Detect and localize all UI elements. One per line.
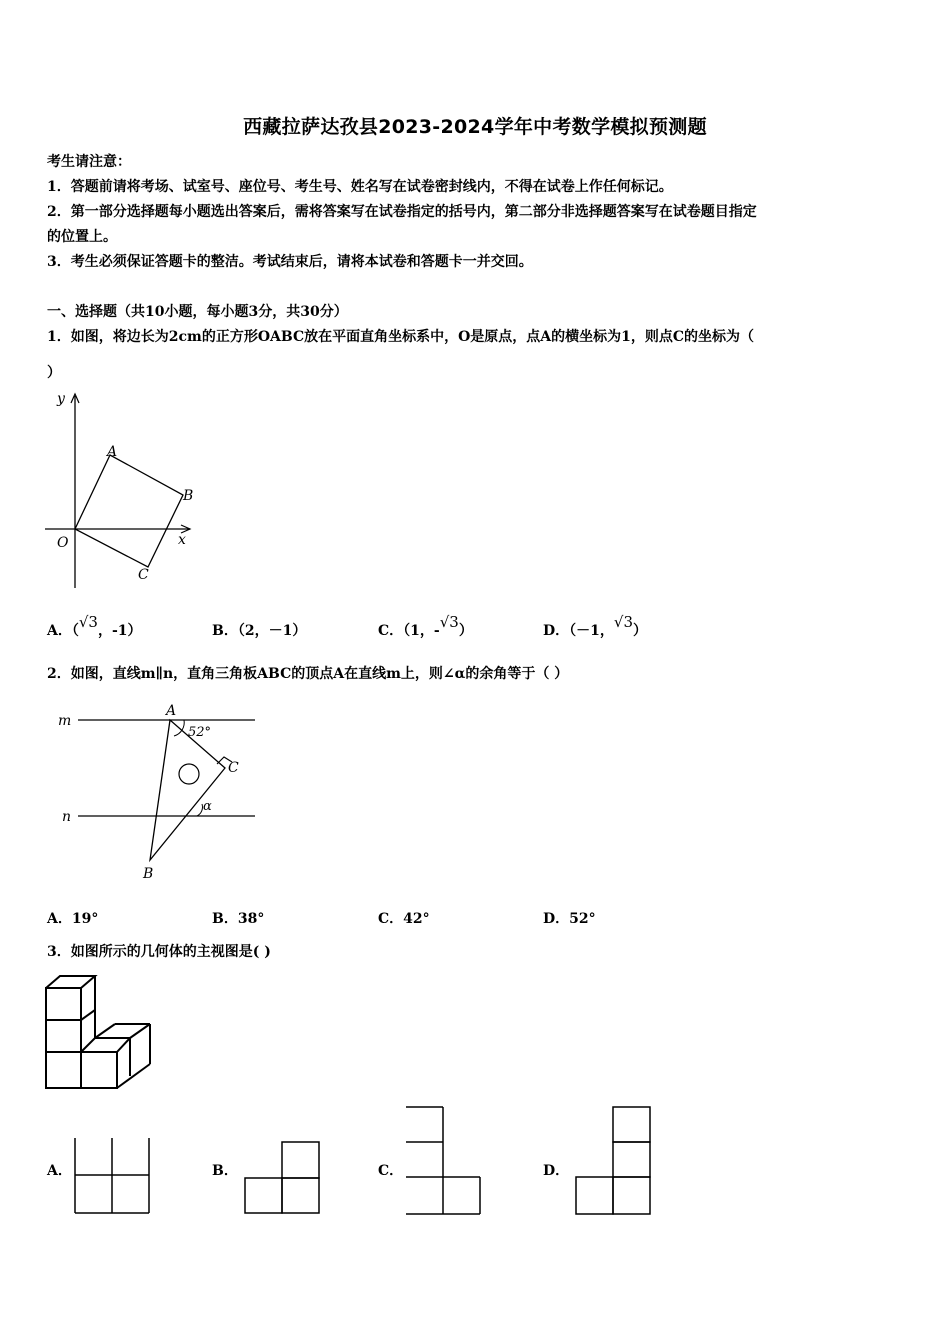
q3-solid-figure xyxy=(40,968,160,1093)
vertex-a-label: A xyxy=(166,703,177,719)
notice-item: 1．答题前请将考场、试室号、座位号、考生号、姓名写在试卷密封线内，不得在试卷上作任何标记。 xyxy=(47,179,673,195)
notice-item: 2．第一部分选择题每小题选出答案后，需将答案写在试卷指定的括号内，第二部分非选择题答案写在试卷题目指定 xyxy=(47,204,757,220)
x-axis-label: x xyxy=(178,532,186,548)
notice-item: 的位置上。 xyxy=(47,229,117,245)
q3-option-b-figure[interactable] xyxy=(242,1140,322,1216)
q1-stem-end: ） xyxy=(47,365,61,381)
q3-option-d-label[interactable]: D． xyxy=(543,1163,570,1179)
angle-alpha-label: α xyxy=(203,799,212,814)
q3-option-a-figure[interactable] xyxy=(72,1136,152,1216)
q1-stem: 1．如图，将边长为2cm的正方形OABC放在平面直角坐标系中，O是原点，点A的横坐标为1，则点C的坐标为（ xyxy=(47,329,755,345)
point-b-label: B xyxy=(183,488,194,504)
q1-option-d[interactable]: D．（－1，√3） xyxy=(543,613,647,639)
section-heading: 一、选择题（共10小题，每小题3分，共30分） xyxy=(47,304,348,320)
vertex-c-label: C xyxy=(228,760,239,776)
q1-option-c[interactable]: C．（1，-√3） xyxy=(378,613,473,639)
point-a-label: A xyxy=(107,444,118,460)
page-title: 西藏拉萨达孜县2023-2024学年中考数学模拟预测题 xyxy=(243,116,707,138)
notice-item: 3．考生必须保证答题卡的整洁。考试结束后，请将本试卷和答题卡一并交回。 xyxy=(47,254,533,270)
point-c-label: C xyxy=(138,567,149,583)
q3-option-c-label[interactable]: C． xyxy=(378,1163,404,1179)
vertex-b-label: B xyxy=(143,866,154,882)
q1-option-a[interactable]: A．（√3，-1） xyxy=(47,613,142,639)
line-n-label: n xyxy=(62,809,72,825)
q3-stem: 3．如图所示的几何体的主视图是( ) xyxy=(47,944,271,960)
q1-option-b[interactable]: B．（2，－1） xyxy=(212,623,307,639)
q2-option-d[interactable]: D．52° xyxy=(543,911,596,927)
q3-option-a-label[interactable]: A． xyxy=(47,1163,72,1179)
q2-option-c[interactable]: C．42° xyxy=(378,911,430,927)
q1-figure xyxy=(40,388,210,593)
q3-option-d-figure[interactable] xyxy=(574,1105,654,1217)
notice-heading: 考生请注意： xyxy=(47,154,131,170)
q2-figure xyxy=(50,698,265,888)
point-o-label: O xyxy=(57,535,69,551)
line-m-label: m xyxy=(58,713,72,729)
y-axis-label: y xyxy=(57,391,65,407)
q2-option-a[interactable]: A．19° xyxy=(47,911,99,927)
q2-stem: 2．如图，直线m∥n，直角三角板ABC的顶点A在直线m上，则∠α的余角等于（ ） xyxy=(47,666,569,682)
q3-option-c-figure[interactable] xyxy=(404,1105,484,1217)
q2-option-b[interactable]: B．38° xyxy=(212,911,265,927)
angle-52-label: 52° xyxy=(188,725,212,740)
q3-option-b-label[interactable]: B． xyxy=(212,1163,238,1179)
